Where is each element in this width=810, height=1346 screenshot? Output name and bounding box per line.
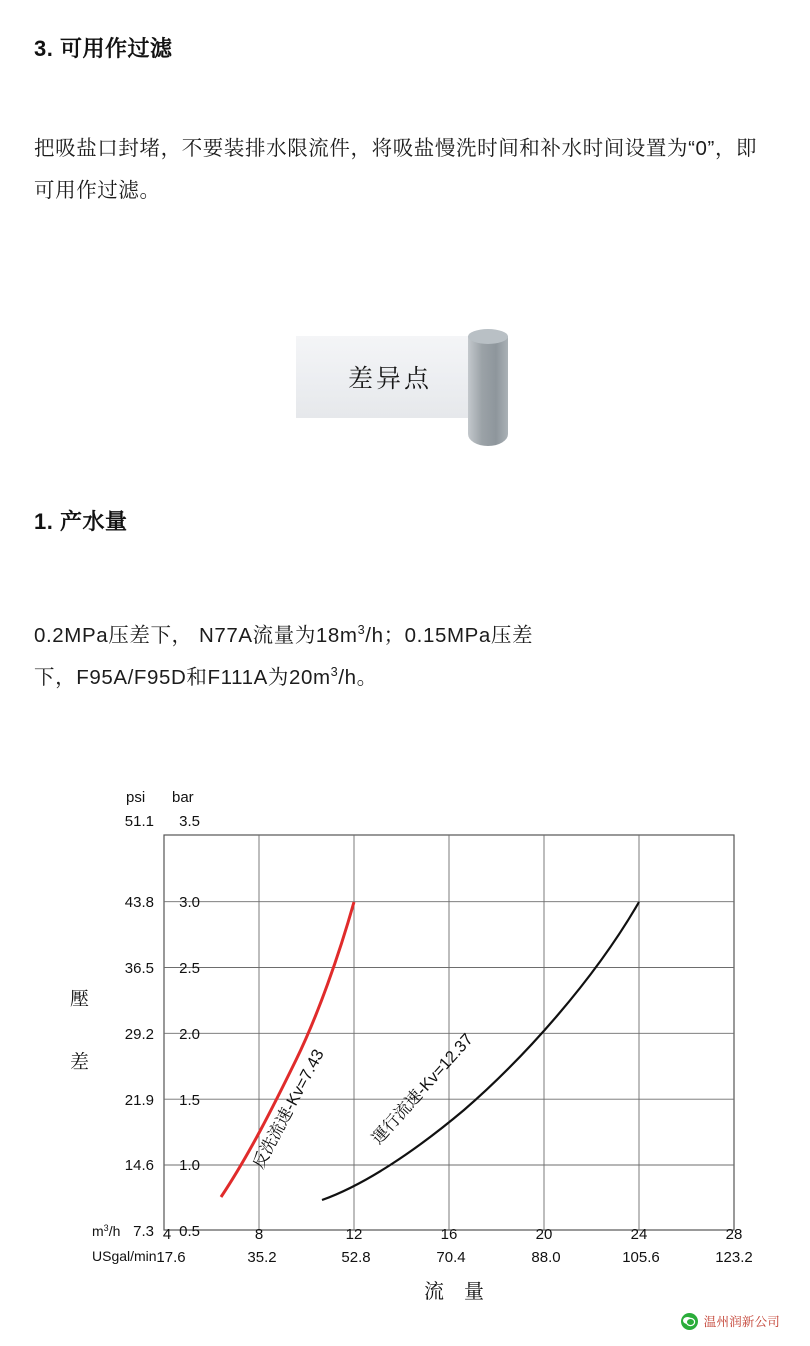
- svg-text:35.2: 35.2: [247, 1249, 277, 1266]
- svg-text:8: 8: [254, 1226, 264, 1243]
- svg-text:29.2: 29.2: [124, 1026, 154, 1043]
- x-axis-unit-m3h: $m^3/h$: [92, 1223, 121, 1239]
- svg-text:20: 20: [535, 1226, 553, 1243]
- y-axis-unit-psi: psi: [126, 789, 146, 806]
- banner-label: 差异点: [347, 365, 432, 393]
- svg-text:16: 16: [440, 1226, 458, 1243]
- svg-text:1.5: 1.5: [179, 1092, 200, 1109]
- x-ticks-usgal: [156, 1249, 752, 1266]
- series-label-backwash: 反洗流速-Kv=7.43: [249, 1046, 328, 1172]
- svg-text:43.8: 43.8: [124, 894, 154, 911]
- svg-text:2.5: 2.5: [179, 960, 200, 977]
- wechat-icon: [681, 1313, 698, 1330]
- para2-line2-a: 下，F95A/F95D和F111A为20m: [34, 666, 331, 689]
- svg-text:21.9: 21.9: [124, 1092, 154, 1109]
- svg-text:7.3: 7.3: [133, 1223, 154, 1240]
- paragraph-filter-usage: 把吸盐口封堵，不要装排水限流件，将吸盐慢洗时间和补水时间设置为“0”，即可用作过滤。: [34, 137, 758, 202]
- flow-pressure-chart: [34, 780, 776, 1320]
- y-axis-title-char1: 壓: [70, 989, 90, 1010]
- svg-text:3.5: 3.5: [179, 813, 200, 830]
- svg-text:4: 4: [162, 1226, 172, 1243]
- para2-line1-a: 0.2MPa压差下， N77A流量为18m: [34, 624, 358, 647]
- section-banner: [296, 336, 516, 418]
- svg-text:52.8: 52.8: [341, 1249, 371, 1266]
- series-label-service: 運行流速-Kv=12.37: [368, 1030, 477, 1148]
- para2-line1-exponent: 3: [357, 622, 366, 638]
- svg-text:12: 12: [345, 1226, 363, 1243]
- paragraph-water-output: [34, 615, 776, 699]
- svg-text:3.0: 3.0: [179, 894, 200, 911]
- svg-text:0.5: 0.5: [179, 1223, 200, 1240]
- svg-text:14.6: 14.6: [124, 1157, 154, 1174]
- section-heading-water-output: 1. 产水量: [34, 509, 128, 534]
- svg-text:88.0: 88.0: [531, 1249, 561, 1266]
- y-axis-title-char2: 差: [70, 1052, 90, 1073]
- svg-text:70.4: 70.4: [436, 1249, 466, 1266]
- page-title: 3. 可用作过滤: [34, 36, 173, 61]
- svg-text:36.5: 36.5: [124, 960, 154, 977]
- y-ticks-psi: [125, 813, 154, 1240]
- svg-text:1.0: 1.0: [179, 1157, 200, 1174]
- watermark: [681, 1312, 780, 1330]
- svg-text:24: 24: [630, 1226, 648, 1243]
- svg-text:28: 28: [725, 1226, 743, 1243]
- svg-text:105.6: 105.6: [622, 1249, 660, 1266]
- x-axis-title: 流 量: [424, 1281, 484, 1303]
- svg-text:123.2: 123.2: [715, 1249, 753, 1266]
- x-axis-unit-usgal: USgal/min: [92, 1248, 157, 1264]
- para2-line2-exponent: 3: [330, 664, 339, 680]
- para2-line1-b: /h；0.15MPa压差: [365, 624, 534, 647]
- para2-line2-b: /h。: [338, 666, 378, 689]
- svg-text:51.1: 51.1: [124, 813, 154, 830]
- svg-text:17.6: 17.6: [156, 1249, 186, 1266]
- svg-text:2.0: 2.0: [179, 1026, 200, 1043]
- y-axis-unit-bar: bar: [172, 789, 194, 806]
- watermark-text: 温州润新公司: [703, 1315, 780, 1329]
